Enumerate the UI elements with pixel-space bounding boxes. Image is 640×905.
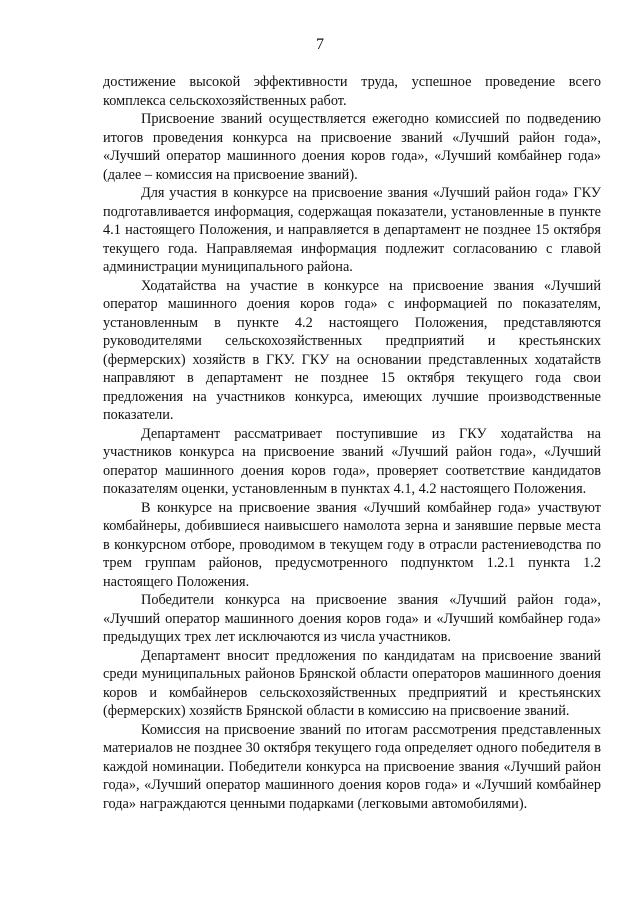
- paragraph: Присвоение званий осуществляется ежегодно комиссией по подведению итогов проведения конкурса на присвоение званий «Лучший район года», «Лучший оператор машинного доения коров года», «Лучший комбайнер года» (далее – комиссия на присвоение званий).: [103, 111, 601, 183]
- paragraph: Департамент вносит предложения по кандидатам на присвоение званий среди муниципальных районов Брянской области операторов машинного доения коров и комбайнеров сельскохозяйственных предприятий и крестьянских (фермерских) хозяйств Брянской области в комиссию на присвоение званий.: [103, 647, 601, 719]
- paragraph: В конкурсе на присвоение звания «Лучший комбайнер года» участвуют комбайнеры, добившиеся наивысшего намолота зерна и занявшие первые места в конкурсном отборе, проводимом в текущем году в отрасли растениеводства по трем группам районов, предусмотренного подпунктом 1.2.1 пункта 1.2 настоящего Положения.: [103, 499, 601, 590]
- paragraph: Департамент рассматривает поступившие из ГКУ ходатайства на участников конкурса на присвоение званий «Лучший район года», «Лучший оператор машинного доения коров года», проверяет соответствие кандидатов показателям оценки, установленным в пунктах 4.1, 4.2 настоящего Положения.: [103, 425, 601, 497]
- document-body: [103, 73, 601, 813]
- paragraph: Ходатайства на участие в конкурсе на присвоение звания «Лучший оператор машинного доения коров года» с информацией по показателям, установленным в пункте 4.2 настоящего Положения, представляются руководителями сельскохозяйственных предприятий и крестьянских (фермерских) хозяйств в ГКУ. ГКУ на основании представленных ходатайств направляют в департамент не позднее 15 октября текущего года свои предложения на участников конкурса, имеющих лучшие производственные показатели.: [103, 277, 601, 423]
- paragraph-continuation: достижение высокой эффективности труда, успешное проведение всего комплекса сельскохозяйственных работ.: [103, 74, 601, 109]
- page-number: 7: [316, 36, 324, 53]
- paragraph: Для участия в конкурсе на присвоение звания «Лучший район года» ГКУ подготавливается информация, содержащая показатели, установленные в пункте 4.1 настоящего Положения, и направляется в департамент не позднее 15 октября текущего года. Направляемая информация подлежит согласованию с главой администрации муниципального района.: [103, 185, 601, 275]
- paragraph: Комиссия на присвоение званий по итогам рассмотрения представленных материалов не позднее 30 октября текущего года определяет одного победителя в каждой номинации. Победители конкурса на присвоение звания «Лучший район года», «Лучший оператор машинного доения коров года» и «Лучший комбайнер года» награждаются ценными подарками (легковыми автомобилями).: [103, 721, 601, 812]
- paragraph: Победители конкурса на присвоение звания «Лучший район года», «Лучший оператор машинного доения коров года» и «Лучший комбайнер года» предыдущих трех лет исключаются из числа участников.: [103, 592, 601, 645]
